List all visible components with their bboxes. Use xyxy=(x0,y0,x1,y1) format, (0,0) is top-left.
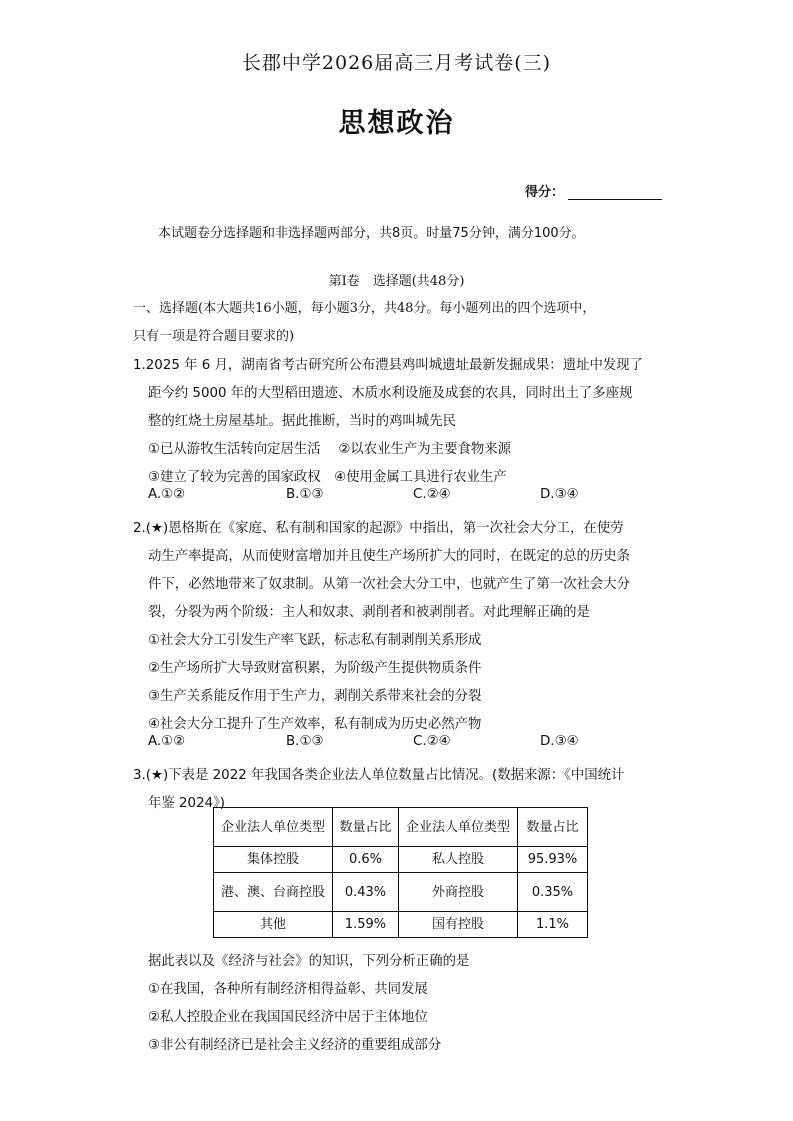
table-row xyxy=(214,873,588,912)
exam-title: 长郡中学2026届高三月考试卷(三) xyxy=(241,52,552,74)
q2-option-b: B.①③ xyxy=(286,734,324,749)
q2-option-c: C.②④ xyxy=(413,734,451,749)
table-header-cell: 数量占比 xyxy=(518,808,588,847)
table-cell: 港、澳、台商控股 xyxy=(214,873,333,912)
q2-statement: ②生产场所扩大导致财富积累，为阶级产生提供物质条件 xyxy=(148,661,482,676)
subject-title: 思想政治 xyxy=(338,108,455,139)
q2-stem-line: 2.(★)恩格斯在《家庭、私有制和国家的起源》中指出，第一次社会大分工，在使劳 xyxy=(133,521,624,536)
q3-stem-line: 3.(★)下表是 2022 年我国各类企业法人单位数量占比情况。(数据来源：《中国统计 xyxy=(133,768,625,783)
table-cell: 1.1% xyxy=(518,912,588,938)
q3-statement: ①在我国，各种所有制经济相得益彰、共同发展 xyxy=(148,982,428,997)
table-cell: 集体控股 xyxy=(214,847,333,873)
q1-option-c: C.②④ xyxy=(413,487,451,502)
q1-stem-line: 1.2025 年 6 月，湖南省考古研究所公布澧县鸡叫城遗址最新发掘成果：遗址中发现了 xyxy=(133,358,644,373)
table-cell: 其他 xyxy=(214,912,333,938)
exam-instructions: 本试题卷分选择题和非选择题两部分，共8页。时量75分钟，满分100分。 xyxy=(158,226,585,241)
enterprise-share-table xyxy=(213,807,588,938)
table-header-row xyxy=(214,808,588,847)
q2-stem-line: 件下，必然地带来了奴隶制。从第一次社会大分工中，也就产生了第一次社会大分 xyxy=(148,577,631,592)
table-cell: 1.59% xyxy=(333,912,399,938)
score-label: 得分： xyxy=(525,185,565,200)
q2-statement: ③生产关系能反作用于生产力，剥削关系带来社会的分裂 xyxy=(148,689,482,704)
table-cell: 0.43% xyxy=(333,873,399,912)
q2-option-a: A.①② xyxy=(148,734,186,749)
q2-option-d: D.③④ xyxy=(540,734,579,749)
table-cell: 0.6% xyxy=(333,847,399,873)
q1-statement: ①已从游牧生活转向定居生活 ②以农业生产为主要食物来源 xyxy=(148,442,512,457)
table-row xyxy=(214,847,588,873)
q2-statement: ④社会大分工提升了生产效率，私有制成为历史必然产物 xyxy=(148,717,482,732)
table-cell: 0.35% xyxy=(518,873,588,912)
q2-stem-line: 动生产率提高，从而使财富增加并且使生产场所扩大的同时，在既定的总的历史条 xyxy=(148,549,631,564)
score-field xyxy=(525,181,662,200)
table-header-cell: 企业法人单位类型 xyxy=(399,808,518,847)
table-cell: 95.93% xyxy=(518,847,588,873)
q3-statement: ③非公有制经济已是社会主义经济的重要组成部分 xyxy=(148,1038,442,1053)
q1-stem-line: 整的红烧土房屋基址。据此推断，当时的鸡叫城先民 xyxy=(148,414,456,429)
q1-stem-line: 距今约 5000 年的大型稻田遗迹、木质水利设施及成套的农具，同时出土了多座规 xyxy=(148,386,633,401)
part-heading-line1: 一、选择题(本大题共16小题，每小题3分，共48分。每小题列出的四个选项中， xyxy=(133,301,596,316)
table-header-cell: 数量占比 xyxy=(333,808,399,847)
q1-option-d: D.③④ xyxy=(540,487,579,502)
q2-statement: ①社会大分工引发生产率飞跃，标志私有制剥削关系形成 xyxy=(148,633,482,648)
q3-stem-line: 据此表以及《经济与社会》的知识，下列分析正确的是 xyxy=(148,954,470,969)
q1-option-b: B.①③ xyxy=(286,487,324,502)
table-cell: 私人控股 xyxy=(399,847,518,873)
q1-statement: ③建立了较为完善的国家政权 ④使用金属工具进行农业生产 xyxy=(148,470,507,485)
table-cell: 外商控股 xyxy=(399,873,518,912)
q2-stem-line: 裂，分裂为两个阶级：主人和奴隶、剥削者和被剥削者。对此理解正确的是 xyxy=(148,605,590,620)
q1-option-a: A.①② xyxy=(148,487,186,502)
score-blank xyxy=(568,185,662,200)
table-header-cell: 企业法人单位类型 xyxy=(214,808,333,847)
q3-stem-line: 年鉴 2024》) xyxy=(148,796,226,811)
q3-statement: ②私人控股企业在我国国民经济中居于主体地位 xyxy=(148,1010,428,1025)
part-heading-line2: 只有一项是符合题目要求的) xyxy=(133,329,295,344)
table-row xyxy=(214,912,588,938)
section-title: 第Ⅰ卷 选择题(共48分) xyxy=(328,274,465,289)
table-cell: 国有控股 xyxy=(399,912,518,938)
